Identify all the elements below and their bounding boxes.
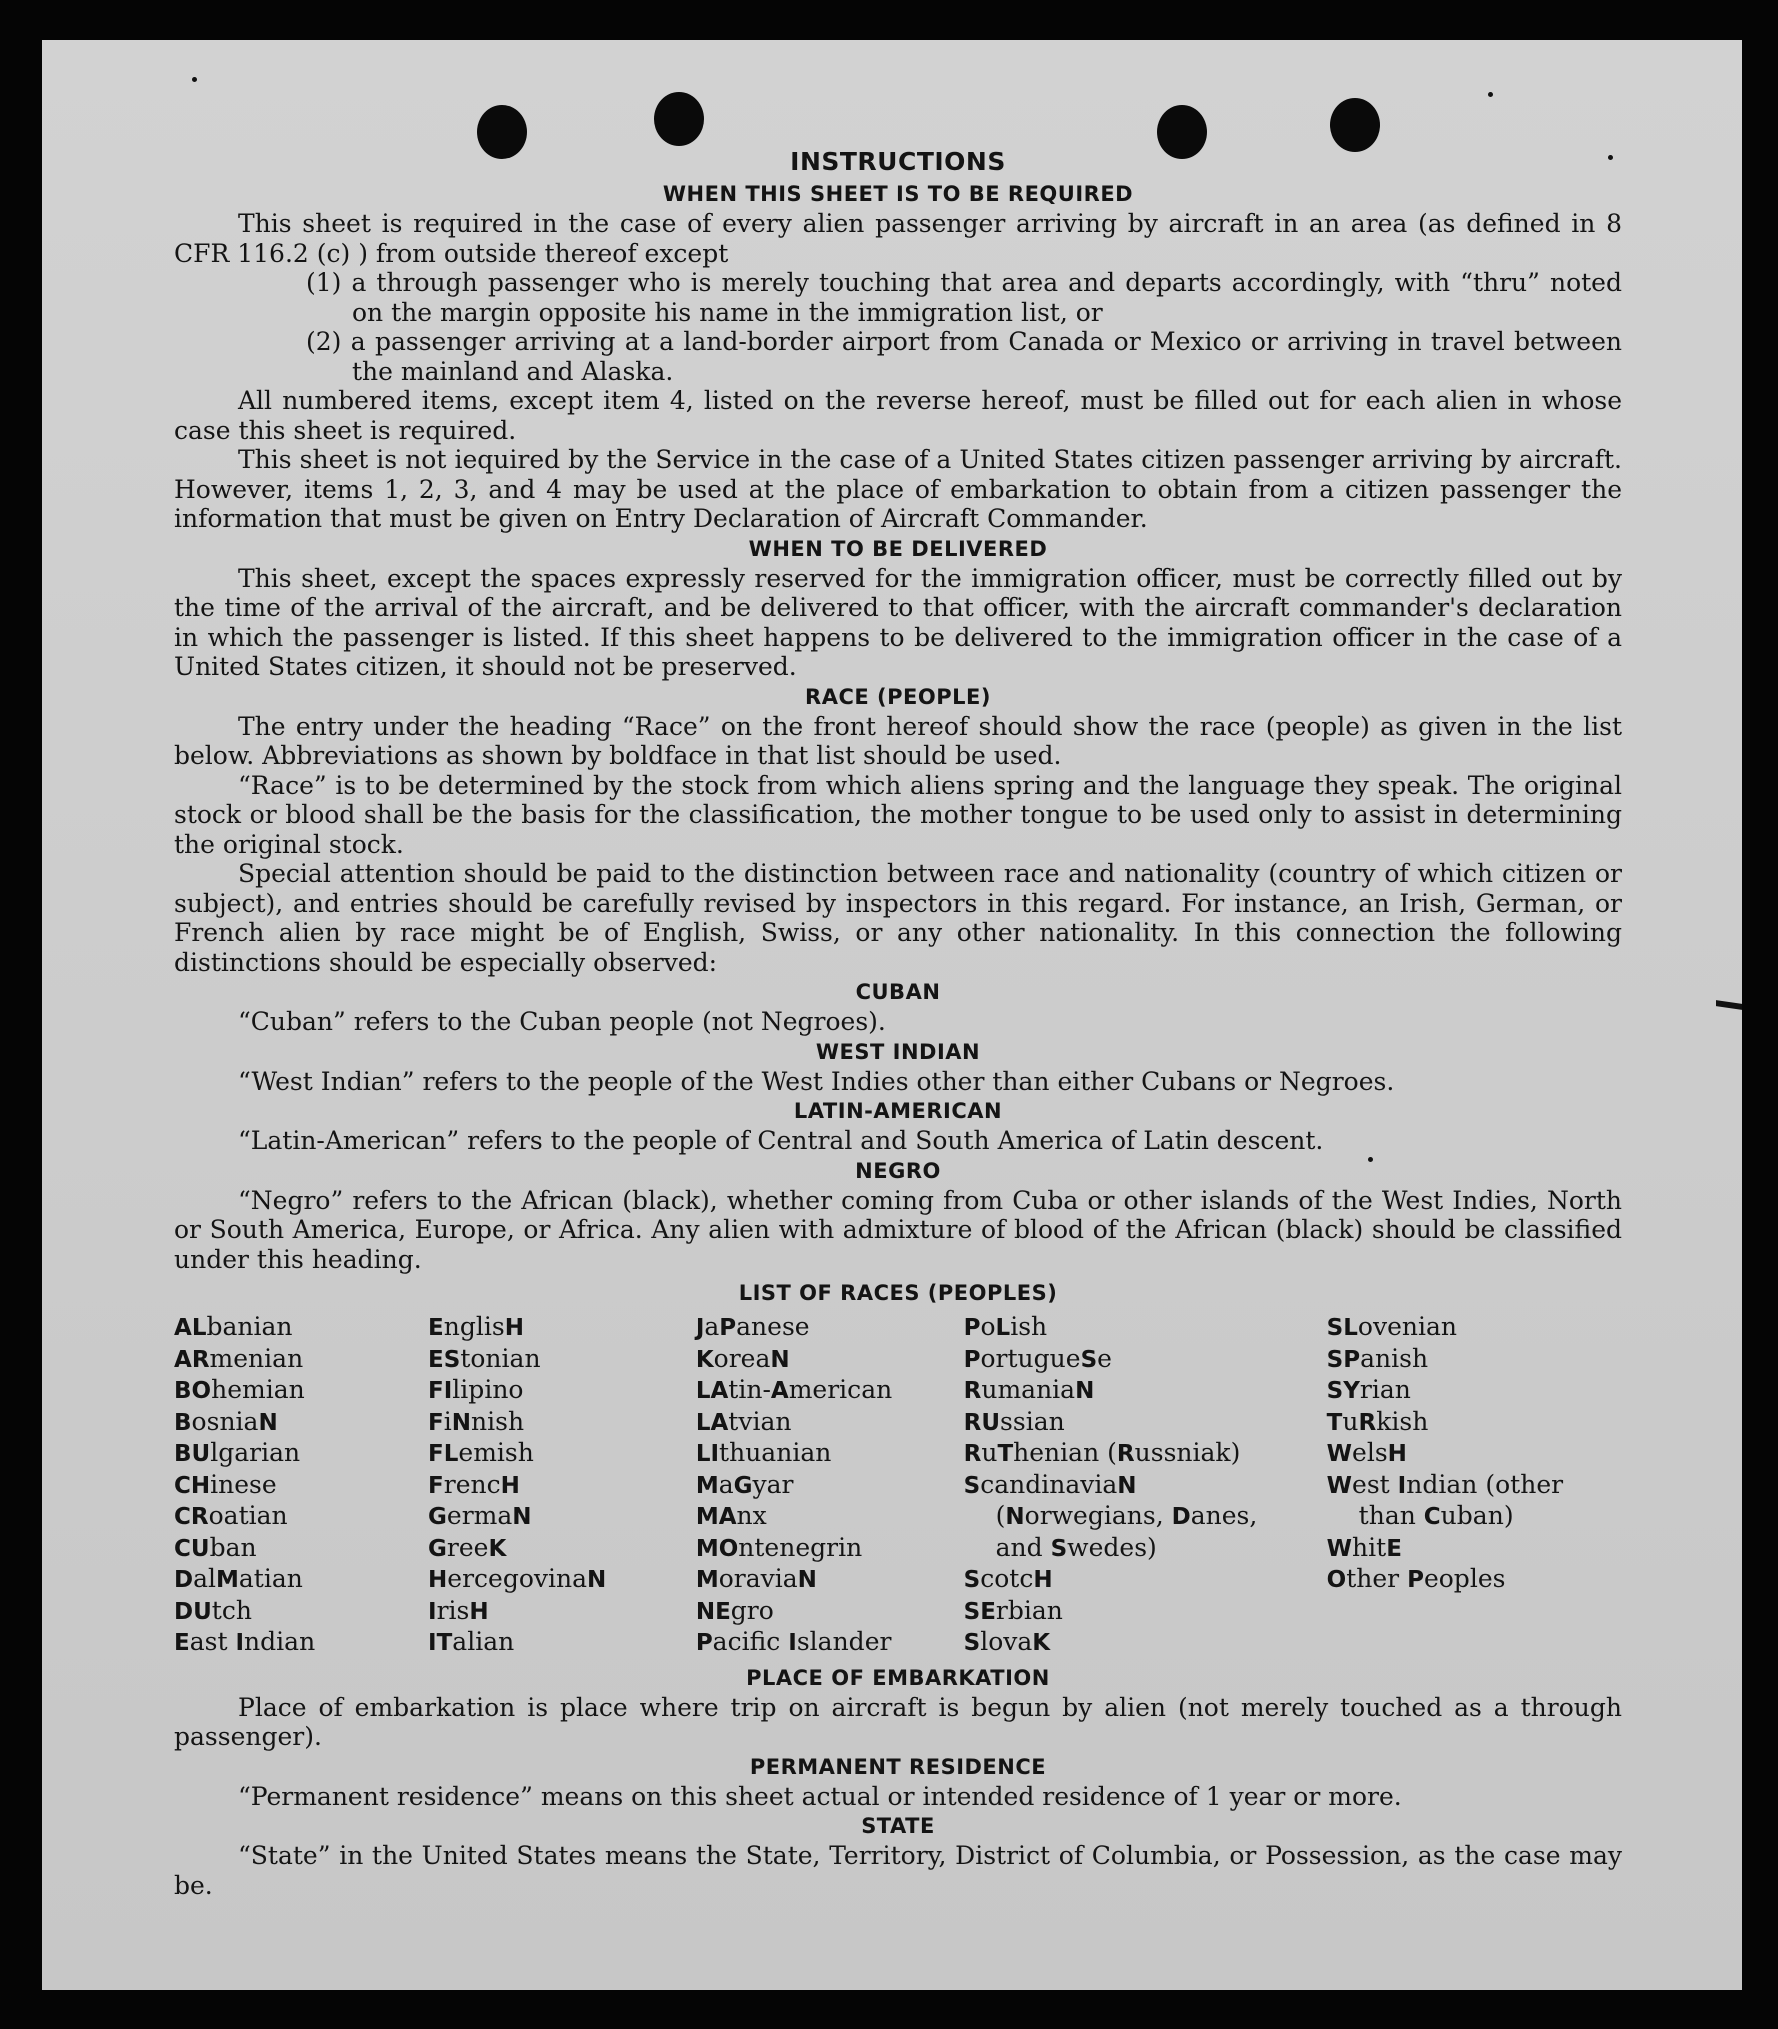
- race-entry: BOhemian: [174, 1375, 305, 1404]
- race-entry: ARmenian: [174, 1343, 304, 1373]
- race-entry: HercegovinaN: [428, 1564, 607, 1593]
- paragraph: Place of embarkation is place where trip on aircraft is begun by alien (not merely touched as a through passenger).: [174, 1692, 1622, 1751]
- race-entry: SLovenian: [1326, 1312, 1457, 1341]
- race-entry: DalMatian: [174, 1564, 303, 1593]
- race-entry: EStonian: [428, 1343, 541, 1373]
- paragraph: Special attention should be paid to the distinction between race and nationality (country of which citizen or subject), and entries should be carefully revised by inspectors in this regard. For instance, an Irish, German, or French alien by race might be of English, Swiss, or any other nationality. In this connection the following distinctions should be especially observed:: [174, 859, 1622, 977]
- race-entry: WhitE: [1326, 1532, 1402, 1562]
- section-title: LIST OF RACES (PEOPLES): [738, 1281, 1058, 1305]
- paragraph: “Permanent residence” means on this sheet actual or intended residence of 1 year or more.: [238, 1781, 1402, 1811]
- instructions-body: [174, 145, 1622, 1900]
- section-title: LATIN-AMERICAN: [793, 1099, 1003, 1123]
- race-entry: West Indian (other than Cuban): [1326, 1469, 1564, 1530]
- race-entry: TuRkish: [1326, 1406, 1429, 1436]
- race-entry: MoraviaN: [695, 1564, 817, 1593]
- race-entry: SErbian: [963, 1595, 1063, 1625]
- race-entry: SPanish: [1326, 1343, 1429, 1373]
- section-title: CUBAN: [855, 980, 941, 1004]
- edge-mark: [1716, 1000, 1742, 1010]
- section-title: RACE (PEOPLE): [805, 684, 991, 709]
- paragraph: This sheet is required in the case of every alien passenger arriving by aircraft in an area (as defined in 8 CFR 116.2 (c) ) from outside thereof except: [174, 209, 1622, 268]
- race-entry: BosniaN: [174, 1406, 278, 1436]
- race-entry: CUban: [174, 1532, 257, 1562]
- race-entry: FrencH: [428, 1469, 520, 1499]
- race-entry: RuThenian (Russniak): [963, 1438, 1241, 1467]
- paragraph: “State” in the United States means the State, Territory, District of Columbia, or Possession, as the case may be.: [174, 1841, 1622, 1900]
- race-entry: LIthuanian: [695, 1438, 832, 1467]
- punch-hole: [1330, 98, 1380, 152]
- race-list: [174, 1312, 1622, 1659]
- race-entry: Other Peoples: [1326, 1564, 1506, 1593]
- race-entry: KoreaN: [695, 1343, 790, 1373]
- section-title: WHEN THIS SHEET IS TO BE REQUIRED: [662, 182, 1134, 206]
- race-column: [428, 1312, 696, 1659]
- race-entry: SlovaK: [963, 1627, 1051, 1656]
- race-entry: ScotcH: [963, 1564, 1053, 1593]
- race-entry: CHinese: [174, 1469, 277, 1499]
- race-entry: East Indian: [174, 1627, 316, 1656]
- section-title: PERMANENT RESIDENCE: [749, 1754, 1047, 1779]
- race-entry: SYrian: [1326, 1375, 1411, 1404]
- race-entry: FLemish: [428, 1438, 534, 1467]
- race-entry: FiNnish: [428, 1406, 525, 1436]
- list-item: (2) a passenger arriving at a land-border airport from Canada or Mexico or arriving in travel between the mainland and Alaska.: [306, 327, 1622, 386]
- list-item: (1) a through passenger who is merely touching that area and departs accordingly, with “thru” noted on the margin opposite his name in the immigration list, or: [306, 268, 1622, 327]
- paragraph: This sheet is not iequired by the Service in the case of a United States citizen passenger arriving by aircraft. However, items 1, 2, 3, and 4 may be used at the place of embarkation to obtain from a citizen passenger the information that must be given on Entry Declaration of Aircraft Commander.: [174, 445, 1622, 533]
- paragraph: “Negro” refers to the African (black), whether coming from Cuba or other islands of the West Indies, North or South America, Europe, or Africa. Any alien with admixture of blood of the African (black) should be classified under this heading.: [174, 1185, 1622, 1274]
- race-column: [964, 1312, 1279, 1659]
- race-entry: ITalian: [428, 1627, 515, 1656]
- race-entry: PoLish: [963, 1312, 1048, 1341]
- paragraph: This sheet, except the spaces expressly reserved for the immigration officer, must be correctly filled out by the time of the arrival of the aircraft, and be delivered to that officer, with the aircraft commander's declaration in which the passenger is listed. If this sheet happens to be delivered to the immigration officer in the case of a United States citizen, it should not be preserved.: [174, 563, 1622, 681]
- speck: [1488, 92, 1493, 97]
- race-entry: LAtvian: [695, 1406, 792, 1436]
- race-entry: IrisH: [428, 1595, 489, 1625]
- race-entry: DUtch: [174, 1595, 252, 1625]
- paragraph: “West Indian” refers to the people of the West Indies other than either Cubans or Negroes.: [238, 1066, 1395, 1096]
- race-entry: MOntenegrin: [695, 1532, 863, 1562]
- race-entry: FIlipino: [428, 1375, 524, 1404]
- document-sheet: [42, 40, 1742, 1990]
- race-entry: GreeK: [428, 1532, 507, 1562]
- race-entry: MaGyar: [695, 1469, 794, 1499]
- instructions-heading: INSTRUCTIONS: [790, 147, 1006, 176]
- race-entry: RumaniaN: [963, 1375, 1095, 1404]
- paragraph: “Cuban” refers to the Cuban people (not Negroes).: [238, 1007, 886, 1036]
- race-entry: BUlgarian: [174, 1438, 301, 1467]
- race-entry: EnglisH: [428, 1312, 524, 1341]
- race-entry: LAtin-American: [695, 1375, 893, 1404]
- race-entry: CRoatian: [174, 1501, 288, 1530]
- section-title: WEST INDIAN: [815, 1039, 981, 1064]
- race-entry: RUssian: [963, 1406, 1065, 1436]
- race-entry: PortugueSe: [963, 1343, 1112, 1373]
- race-column: [174, 1312, 428, 1659]
- race-entry: JaPanese: [695, 1312, 810, 1341]
- paragraph: All numbered items, except item 4, listed on the reverse hereof, must be filled out for each alien in whose case this sheet is required.: [174, 386, 1622, 445]
- paragraph: “Race” is to be determined by the stock from which aliens spring and the language they speak. The original stock or blood shall be the basis for the classification, the mother tongue to be used only to assist in determining the original stock.: [174, 770, 1622, 859]
- section-title: NEGRO: [855, 1158, 941, 1183]
- race-entry: MAnx: [695, 1501, 767, 1530]
- race-entry: Pacifc Islander: [695, 1627, 892, 1656]
- race-column: [696, 1312, 964, 1659]
- race-column: [1279, 1312, 1622, 1659]
- paragraph: The entry under the heading “Race” on the front hereof should show the race (people) as given in the list below. Abbreviations as shown by boldface in that list should be used.: [174, 711, 1622, 770]
- section-title: STATE: [861, 1814, 935, 1838]
- punch-hole: [654, 92, 704, 146]
- paragraph: “Latin-American” refers to the people of Central and South America of Latin descent.: [238, 1126, 1324, 1155]
- race-entry: WelsH: [1326, 1438, 1407, 1467]
- race-entry: NEgro: [695, 1595, 774, 1625]
- section-title: PLACE OF EMBARKATION: [746, 1665, 1050, 1690]
- race-entry: ALbanian: [174, 1312, 293, 1341]
- race-entry: GermaN: [428, 1501, 532, 1530]
- section-title: WHEN TO BE DELIVERED: [748, 536, 1048, 561]
- race-entry: ScandinaviaN (Norwegians, Danes, and Swedes): [963, 1469, 1258, 1562]
- speck: [192, 77, 197, 82]
